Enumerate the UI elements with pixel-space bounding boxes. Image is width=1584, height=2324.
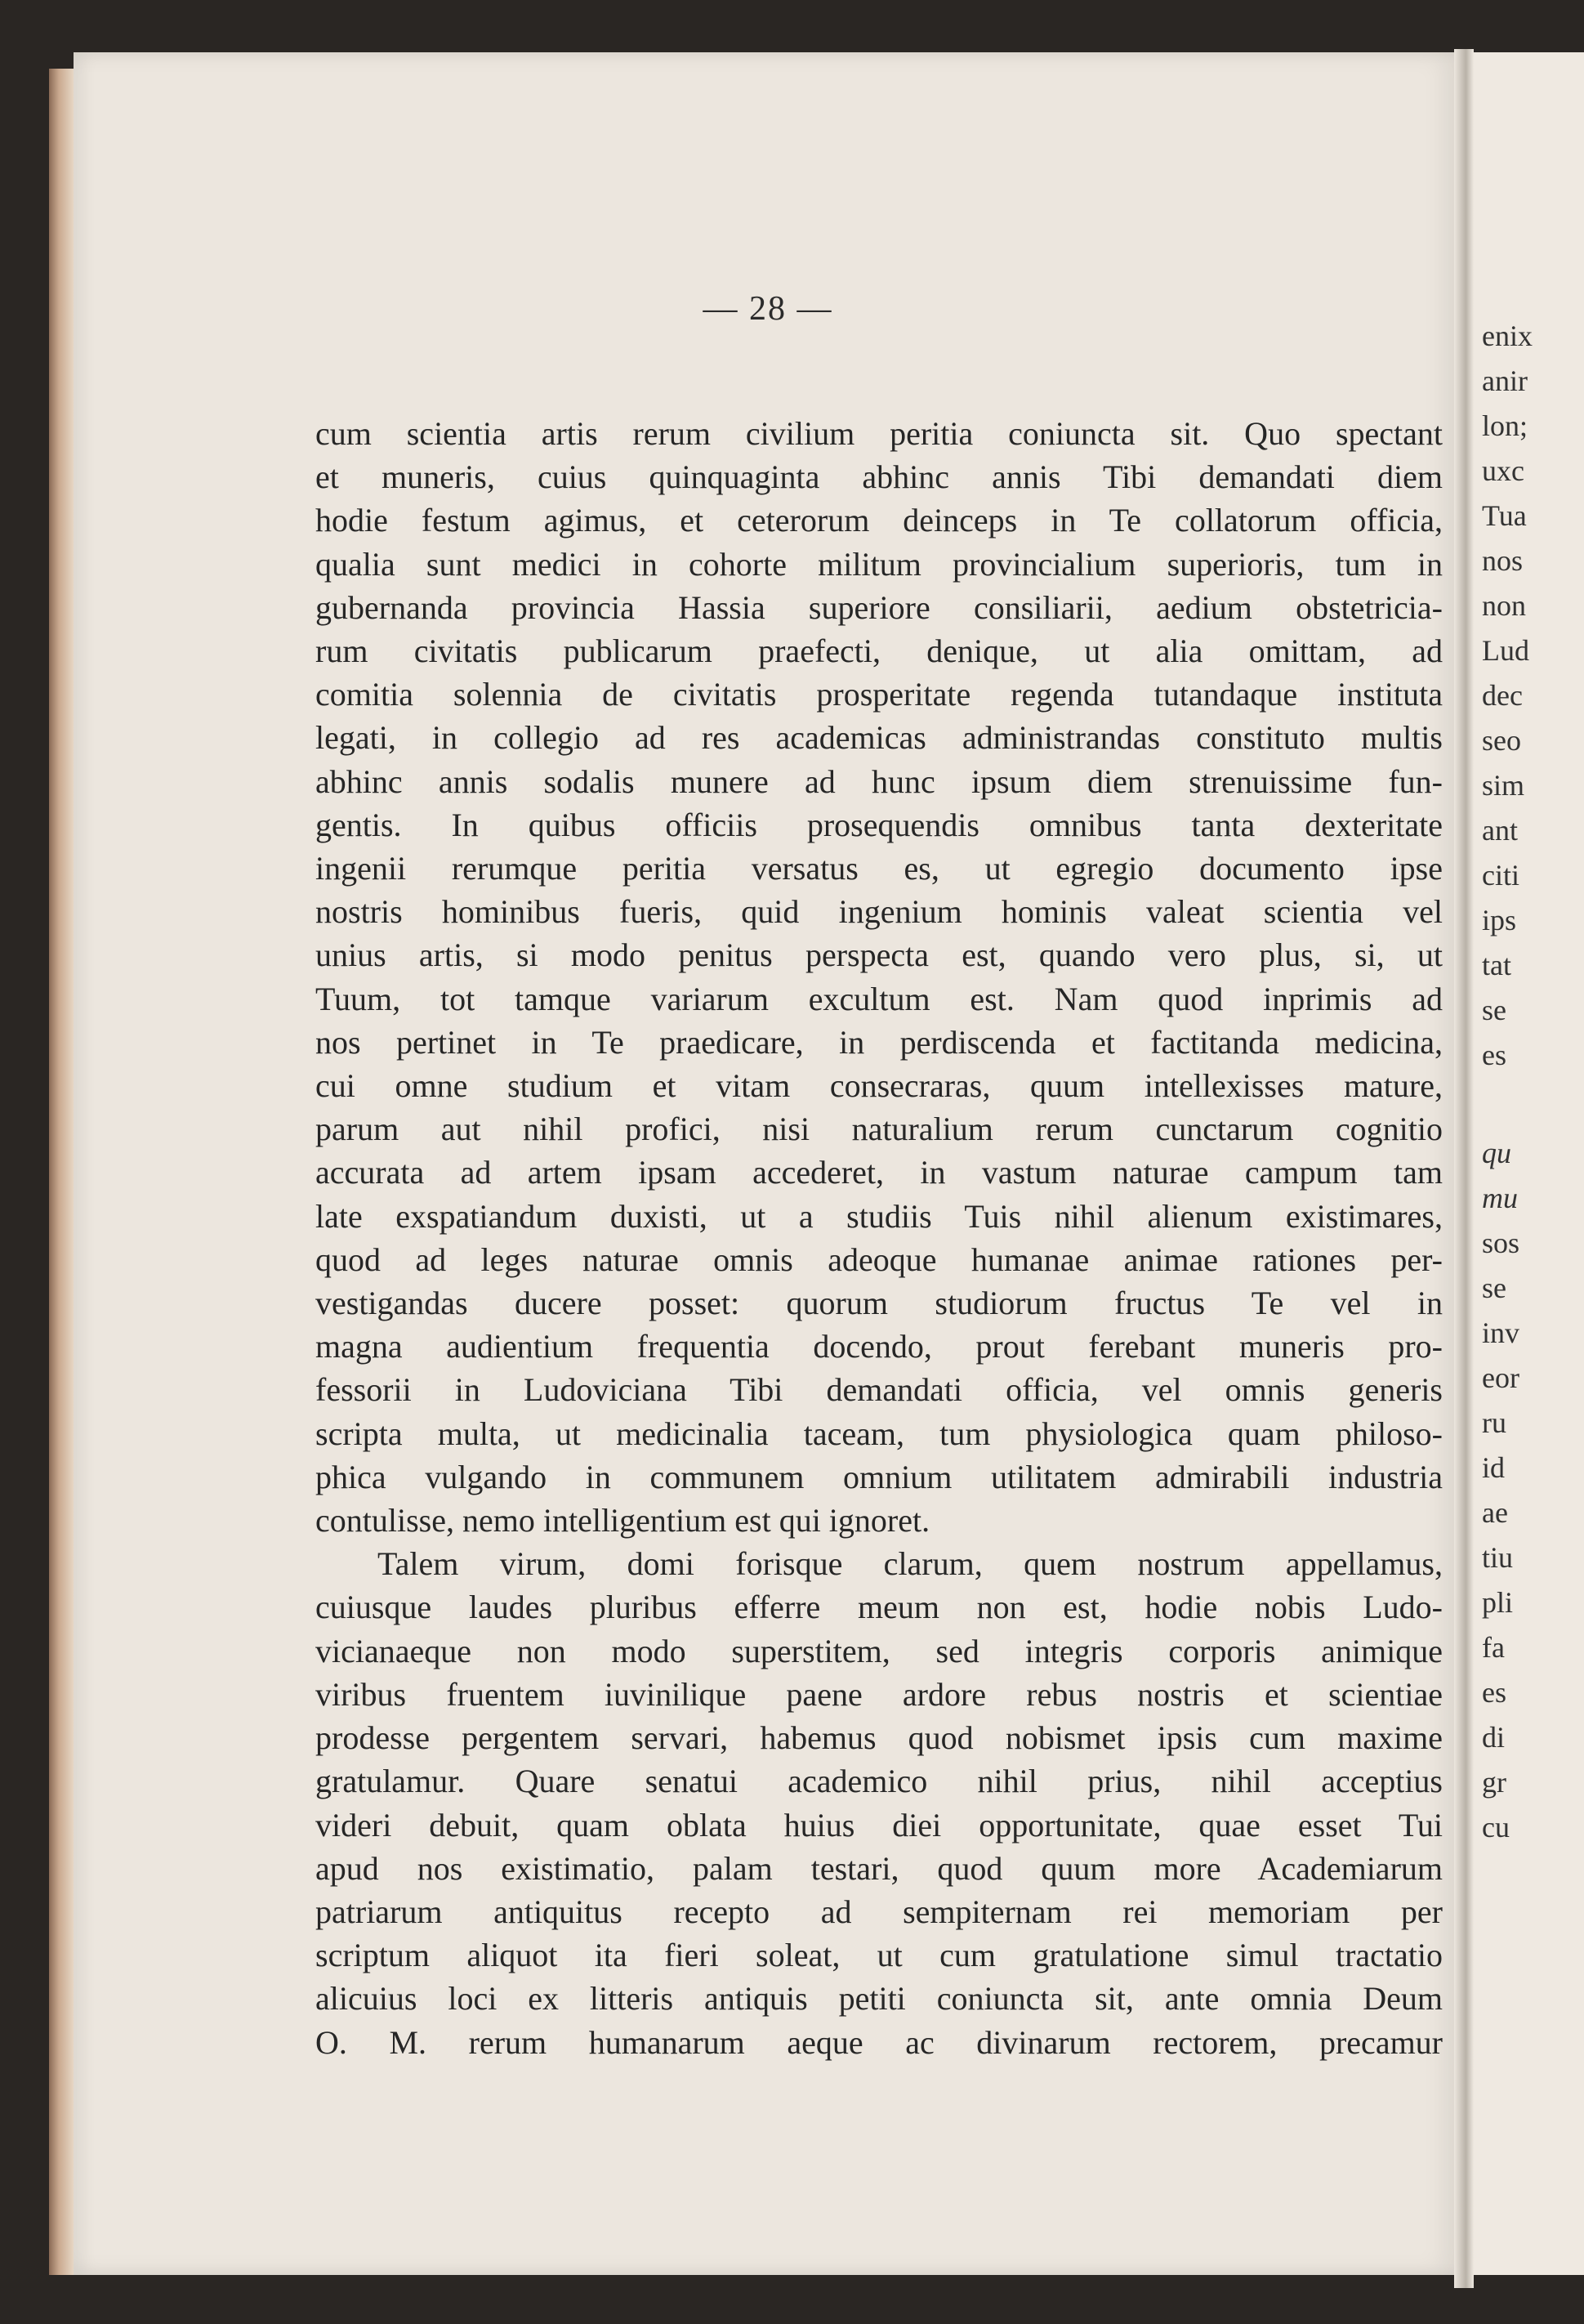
adjacent-text-fragment: sim [1482,769,1525,802]
adjacent-text-fragment: ru [1482,1406,1506,1439]
text-line: rum civitatis publicarum praefecti, denique, ut alia omittam, ad [315,632,1443,670]
text-line: unius artis, si modo penitus perspecta est, quando vero plus, si, ut [315,936,1443,974]
adjacent-text-fragment: Lud [1482,634,1529,667]
text-line: nostris hominibus fueris, quid ingenium hominis valeat scientia vel [315,893,1443,931]
adjacent-text-fragment: enix [1482,320,1533,352]
adjacent-text-fragment: citi [1482,859,1519,892]
text-line: scripta multa, ut medicinalia taceam, tum physiologica quam philoso- [315,1415,1443,1452]
text-line: fessorii in Ludoviciana Tibi demandati officia, vel omnis generis [315,1371,1443,1409]
text-line: ingenii rerumque peritia versatus es, ut egregio documento ipse [315,850,1443,887]
text-line: legati, in collegio ad res academicas administrandas constituto multis [315,719,1443,757]
book-gutter [1454,49,1474,2288]
text-line: videri debuit, quam oblata huius diei opportunitate, quae esset Tui [315,1806,1443,1844]
text-line: magna audientium frequentia docendo, prout ferebant muneris pro- [315,1328,1443,1365]
text-line: Tuum, tot tamque variarum excultum est. Nam quod inprimis ad [315,980,1443,1017]
adjacent-text-fragment: se [1482,1271,1506,1304]
adjacent-text-fragment: tiu [1482,1541,1514,1574]
adjacent-text-fragment: uxc [1482,454,1524,487]
text-line: accurata ad artem ipsam accederet, in vastum naturae campum tam [315,1154,1443,1191]
adjacent-text-fragment: anir [1482,364,1528,397]
adjacent-text-fragment: mu [1482,1182,1518,1214]
text-line: O. M. rerum humanarum aeque ac divinarum rectorem, precamur [315,2023,1443,2061]
adjacent-text-fragment: eor [1482,1361,1519,1394]
adjacent-text-fragment: sos [1482,1227,1520,1259]
adjacent-text-fragment: ae [1482,1496,1508,1529]
text-line: quod ad leges naturae omnis adeoque humanae animae rationes per- [315,1240,1443,1278]
text-line: et muneris, cuius quinquaginta abhinc annis Tibi demandati diem [315,458,1443,496]
adjacent-text-fragment: ant [1482,814,1518,847]
adjacent-text-fragment: pli [1482,1586,1514,1619]
body-text [315,412,1443,2064]
adjacent-text-fragment: inv [1482,1316,1520,1349]
text-line: late exspatiandum duxisti, ut a studiis Tuis nihil alienum existimares, [315,1197,1443,1235]
text-line: cui omne studium et vitam consecraras, quum intellexisses mature, [315,1067,1443,1105]
adjacent-text-fragment: cu [1482,1811,1510,1844]
adjacent-text-fragment: nos [1482,544,1524,577]
adjacent-text-fragment: tat [1482,949,1511,981]
adjacent-text-fragment: es [1482,1676,1506,1709]
text-line: cuiusque laudes pluribus efferre meum non est, hodie nobis Ludo- [315,1589,1443,1626]
text-line: parum aut nihil profici, nisi naturalium rerum cunctarum cognitio [315,1111,1443,1148]
adjacent-text-fragment: gr [1482,1766,1506,1799]
text-line: comitia solennia de civitatis prosperitate regenda tutandaque instituta [315,676,1443,713]
text-line: alicuius loci ex litteris antiquis petiti coniuncta sit, ante omnia Deum [315,1980,1443,2018]
text-line: vicianaeque non modo superstitem, sed integris corporis animique [315,1632,1443,1669]
adjacent-text-fragment: es [1482,1039,1506,1071]
book-page-edge [49,69,74,2275]
text-line: viribus fruentem iuvinilique paene ardore rebus nostris et scientiae [315,1675,1443,1713]
page-number: — 28 — [703,290,833,328]
text-line: abhinc annis sodalis munere ad hunc ipsum diem strenuissime fun- [315,762,1443,800]
text-line: phica vulgando in communem omnium utilitatem admirabili industria [315,1458,1443,1495]
adjacent-text-fragment: se [1482,994,1506,1026]
text-line: gubernanda provincia Hassia superiore consiliarii, aedium obstetricia- [315,588,1443,626]
text-line: vestigandas ducere posset: quorum studiorum fructus Te vel in [315,1285,1443,1322]
text-line: cum scientia artis rerum civilium peritia coniuncta sit. Quo spectant [315,415,1443,452]
adjacent-text-fragment: qu [1482,1137,1511,1169]
adjacent-text-fragment: fa [1482,1631,1505,1664]
adjacent-page-fragment [1474,52,1584,2275]
adjacent-text-fragment: Tua [1482,499,1527,532]
text-line: scriptum aliquot ita fieri soleat, ut cum gratulatione simul tractatio [315,1937,1443,1974]
adjacent-text-fragment: dec [1482,679,1523,712]
text-line: gentis. In quibus officiis prosequendis omnibus tanta dexteritate [315,806,1443,843]
text-line: qualia sunt medici in cohorte militum provincialium superioris, tum in [315,545,1443,583]
text-line: prodesse pergentem servari, habemus quod nobismet ipsis cum maxime [315,1719,1443,1757]
text-line: apud nos existimatio, palam testari, quod quum more Academiarum [315,1849,1443,1887]
text-line: Talem virum, domi forisque clarum, quem nostrum appellamus, [377,1545,1443,1583]
book-page [74,52,1462,2275]
text-line: contulisse, nemo intelligentium est qui ignoret. [315,1502,930,1540]
adjacent-text-fragment: lon; [1482,409,1528,442]
text-line: hodie festum agimus, et ceterorum deinceps in Te collatorum officia, [315,502,1443,539]
adjacent-text-fragment: non [1482,589,1526,622]
adjacent-text-fragment: id [1482,1451,1506,1484]
adjacent-text-fragment: seo [1482,724,1521,757]
adjacent-text-fragment: di [1482,1721,1506,1754]
adjacent-text-fragment: ips [1482,904,1517,936]
text-line: patriarum antiquitus recepto ad sempiternam rei memoriam per [315,1893,1443,1930]
text-line: gratulamur. Quare senatui academico nihil prius, nihil acceptius [315,1763,1443,1800]
text-line: nos pertinet in Te praedicare, in perdiscenda et factitanda medicina, [315,1023,1443,1061]
